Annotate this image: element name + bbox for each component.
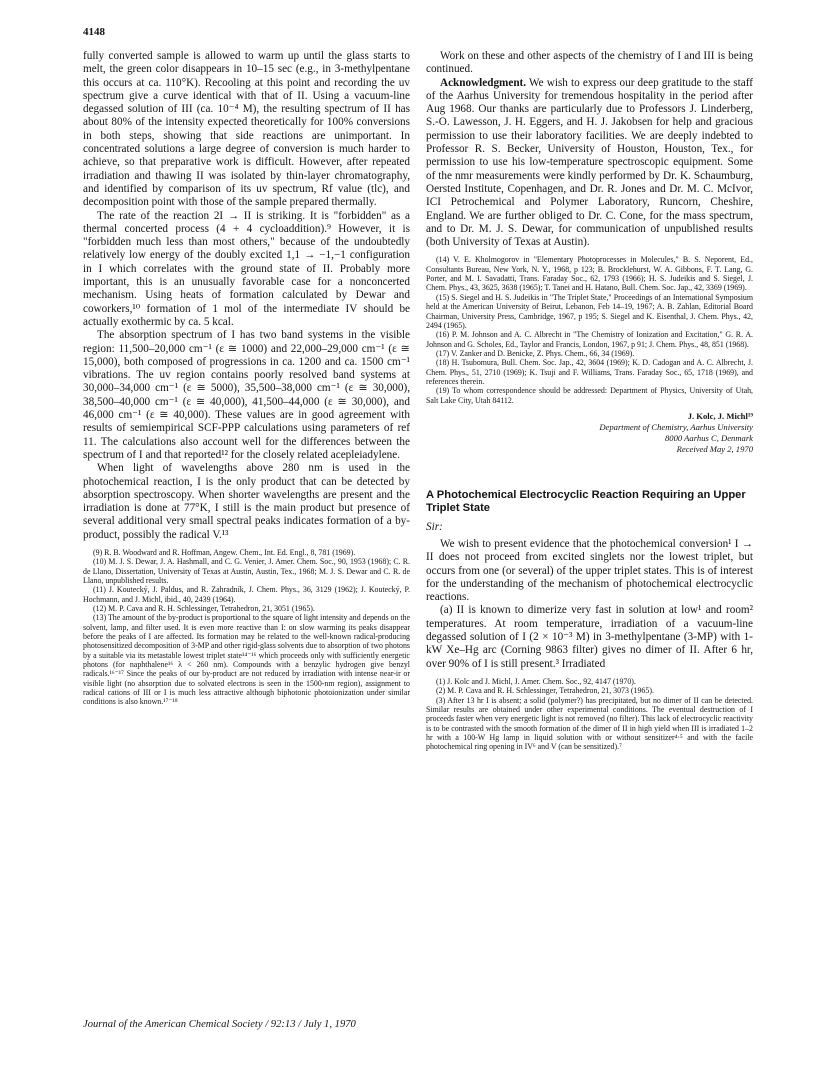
affiliation-address: 8000 Aarhus C, Denmark [664,432,753,443]
received-date: Received May 2, 1970 [676,443,753,454]
body-paragraph: fully converted sample is allowed to warm up until the glass starts to melt, the green color disappears in 10–15 sec (e.g., in 3-methylpentane this occurs at ca. 110°K). Recooling at this point and recording the uv spectrum give a curve identical with that of II. Using a vacuum-line degassed solution of III (ca. 10⁻⁴ M), the resulting spectrum of II has about 80% of the intensity expected theoretically for 100% conversions in both steps, showing that side reactions are unimportant. In concentrated solutions a large degree of conversion is much harder to achieve, so that preparative work is difficult. However, after repeated irradiation and thawing II was isolated by thin-layer chromatography, and identified by comparison of its uv spectrum, Rf value (tlc), and decomposition point with those of the sample prepared thermally. [83,50,410,209]
right-column [426,50,753,752]
body-paragraph: The absorption spectrum of I has two band systems in the visible region: 11,500–20,000 cm⁻¹ (ε ≅ 1000) and 22,000–29,000 cm⁻¹ (ε ≅ 15,000), both composed of progressions in ca. 1200 and ca. 1500 cm⁻¹ vibrations. The uv region contains poorly resolved band systems at 30,000–34,000 cm⁻¹ (ε ≅ 5000), 35,500–38,000 cm⁻¹ (ε ≅ 30,000), 38,500–40,000 cm⁻¹ (ε ≅ 40,000), 41,500–44,000 (ε ≅ 30,000), and 46,000 cm⁻¹ (ε ≅ 40,000). These values are in good agreement with results of semiempirical SCF-PPP calculations using parameters of ref 11. The calculations also account well for the differences between the spectrum of I and that reported¹² for the closely related acepleiadylene. [83,329,410,461]
acknowledgment-paragraph [426,77,753,250]
footnote: (13) The amount of the by-product is proportional to the square of light intensity and depends on the solvent, lamp, and filter used. It is even more reactive than I: on slow warming its peaks disappear before the peaks of I are affected. Its formation may be related to the well-known radical-producing photosensitized decomposition of 3-MP and other rigid-glass solvents due to absorption of two photons by a suitable via its metastable lowest triplet state¹⁴⁻¹⁶ which proceeds only with sufficiently energetic photons (for naphthalene¹⁶ λ < 260 nm). Compounds with a benzylic hydrogen give benzyl radicals.¹⁶⁻¹⁷ Since the peaks of our by-product are not reduced by irradiation with intense near-ir or visible light (no absorption due to solvated electrons is seen in the 1500-nm region), assignment to radical cations of III or I is much less attractive although biphotonic photoionization under similar conditions is also known.¹⁷⁻¹⁸ [83,613,410,707]
footnote: (2) M. P. Cava and R. H. Schlessinger, Tetrahedron, 21, 3073 (1965). [436,686,654,696]
footnote: (12) M. P. Cava and R. H. Schlessinger, Tetrahedron, 21, 3051 (1965). [93,604,315,614]
footnote: (17) V. Zanker and D. Benicke, Z. Phys. Chem., 66, 34 (1969). [436,348,635,358]
signature-block [426,411,753,455]
footnote: (18) H. Tsubomura, Bull. Chem. Soc. Jap., 42, 3604 (1969); K. D. Cadogan and A. C. Albrecht, J. Chem. Phys., 51, 2710 (1969); K. Tsuji and F. Williams, Trans. Faraday Soc., 65, 1718 (1969), and references therein. [426,358,753,386]
footnotes [426,255,753,405]
footnote: (1) J. Kolc and J. Michl, J. Amer. Chem. Soc., 92, 4147 (1970). [436,676,636,686]
footnote: (9) R. B. Woodward and R. Hoffman, Angew. Chem., Int. Ed. Engl., 8, 781 (1969). [93,547,356,557]
footnote: (19) To whom correspondence should be addressed: Department of Physics, University of Utah, Salt Lake City, Utah 84112. [426,386,753,405]
salutation: Sir: [426,520,443,533]
body-paragraph: The rate of the reaction 2I → II is striking. It is "forbidden" as a thermal concerted process (4 + 4 cycloaddition).⁹ However, it is "forbidden much less than most others," because of the undoubtedly relatively low energy of the doubly excited 1,1 → −1,−1 configuration in I which correlates with the ground state of II. Probably more important, this is an unusually favorable case for a nonconcerted mechanism. Using heats of formation calculated by Dewar and coworkers,¹⁰ formation of 1 mol of the intermediate IV should be actually exothermic by ca. 5 kcal. [83,209,410,328]
footnotes [426,677,753,752]
journal-footer: Journal of the American Chemical Society / 92:13 / July 1, 1970 [83,1019,356,1030]
article-title: A Photochemical Electrocyclic Reaction Requiring an Upper Triplet State [426,488,746,515]
acknowledgment-label: Acknowledgment. [440,76,527,89]
footnote: (10) M. J. S. Dewar, J. A. Hashmall, and C. G. Venier, J. Amer. Chem. Soc., 90, 1953 (1968); C. R. de Llano, Dissertation, University of Texas at Austin, Austin, Tex., 1968; M. J. S. Dewar and C. R. de Llano, unpublished results. [83,557,410,586]
footnote: (14) V. E. Kholmogorov in "Elementary Photoprocesses in Molecules," B. S. Neporent, Ed., Consultants Bureau, New York, N. Y., 1968, p 123; B. Brocklehurst, W. A. Gibbons, F. T. Lang, G. Porter, and M. I. Savadatti, Trans. Faraday Soc., 62, 1793 (1966); H. S. Judeikis and S. Siegel, J. Chem. Phys., 43, 3625, 3638 (1965); T. Tanei and H. Hatano, Bull. Chem. Soc. Jap., 42, 3369 (1969). [426,255,753,293]
body-paragraph: (a) II is known to dimerize very fast in solution at low¹ and room² temperatures. At room temperature, irradiation of a vacuum-line degassed solution of I (2 × 10⁻³ M) in 3-methylpentane (3-MP) with 1-kW Xe–Hg arc (Corning 9863 filter) gives no dimer of II. After 6 hr, over 90% of I is still present.³ Irradiated [426,604,753,670]
body-paragraph: When light of wavelengths above 280 nm is used in the photochemical reaction, I is the only product that can be detected by absorption spectroscopy. When shorter wavelengths are present and the irradiation is done at 77°K, I still is the main product but presence of several additional very small spectral peaks indicates formation of a by-product, possibly the radical V.¹³ [83,462,410,541]
footnote: (11) J. Koutecký, J. Paldus, and R. Zahradník, J. Chem. Phys., 36, 3129 (1962); J. Koutecký, P. Hochmann, and J. Michl, ibid., 40, 2439 (1964). [83,585,410,604]
footnote: (3) After 13 hr I is absent; a solid (polymer?) has precipitated, but no dimer of II can be detected. Similar results are obtained under other experimental conditions. The eventual destruction of I proceeds faster when very energetic light is not removed (no filter). This lack of electrocyclic reactivity is to be contrasted with the smooth formation of the dimer of II in high yield when III is irradiated 1–2 hr with a 100-W Hg lamp in liquid solution with or without sensitizer⁴·⁵ and with the facile photochemical ring opening in IV⁶ and V (can be sensitized).⁷ [426,695,753,752]
author-names: J. Kolc, J. Michl¹⁹ [687,410,753,421]
page-number: 4148 [83,26,105,38]
affiliation: Department of Chemistry, Aarhus University [599,421,753,432]
footnote: (15) S. Siegel and H. S. Judeikis in "The Triplet State," Proceedings of an International Symposium held at the American University of Beirut, Lebanon, Feb 14–19, 1967; A. B. Zahlan, Editorial Board Chairman, University Press, Cambridge, 1967, p 195; S. Siegel and K. Eisenthal, J. Chem. Phys., 42, 2494 (1965). [426,292,753,330]
footnotes [83,548,410,707]
body-paragraph: Work on these and other aspects of the chemistry of I and III is being continued. [426,50,753,76]
body-paragraph: We wish to present evidence that the photochemical conversion¹ I → II does not proceed from excited singlets nor the lowest triplet, but occurs from one (or several) of the upper triplet states. This is of interest for the understanding of the mechanism of photochemical electrocyclic reactions. [426,537,753,604]
footnote: (16) P. M. Johnson and A. C. Albrecht in "The Chemistry of Ionization and Excitation," G. R. A. Johnson and G. Scholes, Ed., Taylor and Francis, London, 1967, p 91; J. Chem. Phys., 48, 851 (1968). [426,330,753,349]
left-column [83,50,410,707]
acknowledgment-text: We wish to express our deep gratitude to the staff of the Aarhus University for tremendous hospitality in the period after Aug 1968. Our thanks are particularly due to Professors J. Linderberg, S.-O. Lawesson, J. H. Eggers, and H. J. Jakobsen for help and gracious permission to use their laboratory facilities. We are deeply indebted to Professor R. S. Becker, University of Houston, Houston, Tex., for permission to use his low-temperature spectroscopic equipment. Some of the nmr measurements were kindly performed by Dr. K. Schaumburg, Oersted Institute, Copenhagen, and Dr. R. Jones and Dr. M. C. McIvor, ICI Petrochemical and Polymer Laboratory, Runcorn, Cheshire, England. We are further obliged to Dr. C. Cone, for the mass spectrum, and to Dr. M. J. S. Dewar, for communication of unpublished results (both University of Texas at Austin). [426,76,753,249]
